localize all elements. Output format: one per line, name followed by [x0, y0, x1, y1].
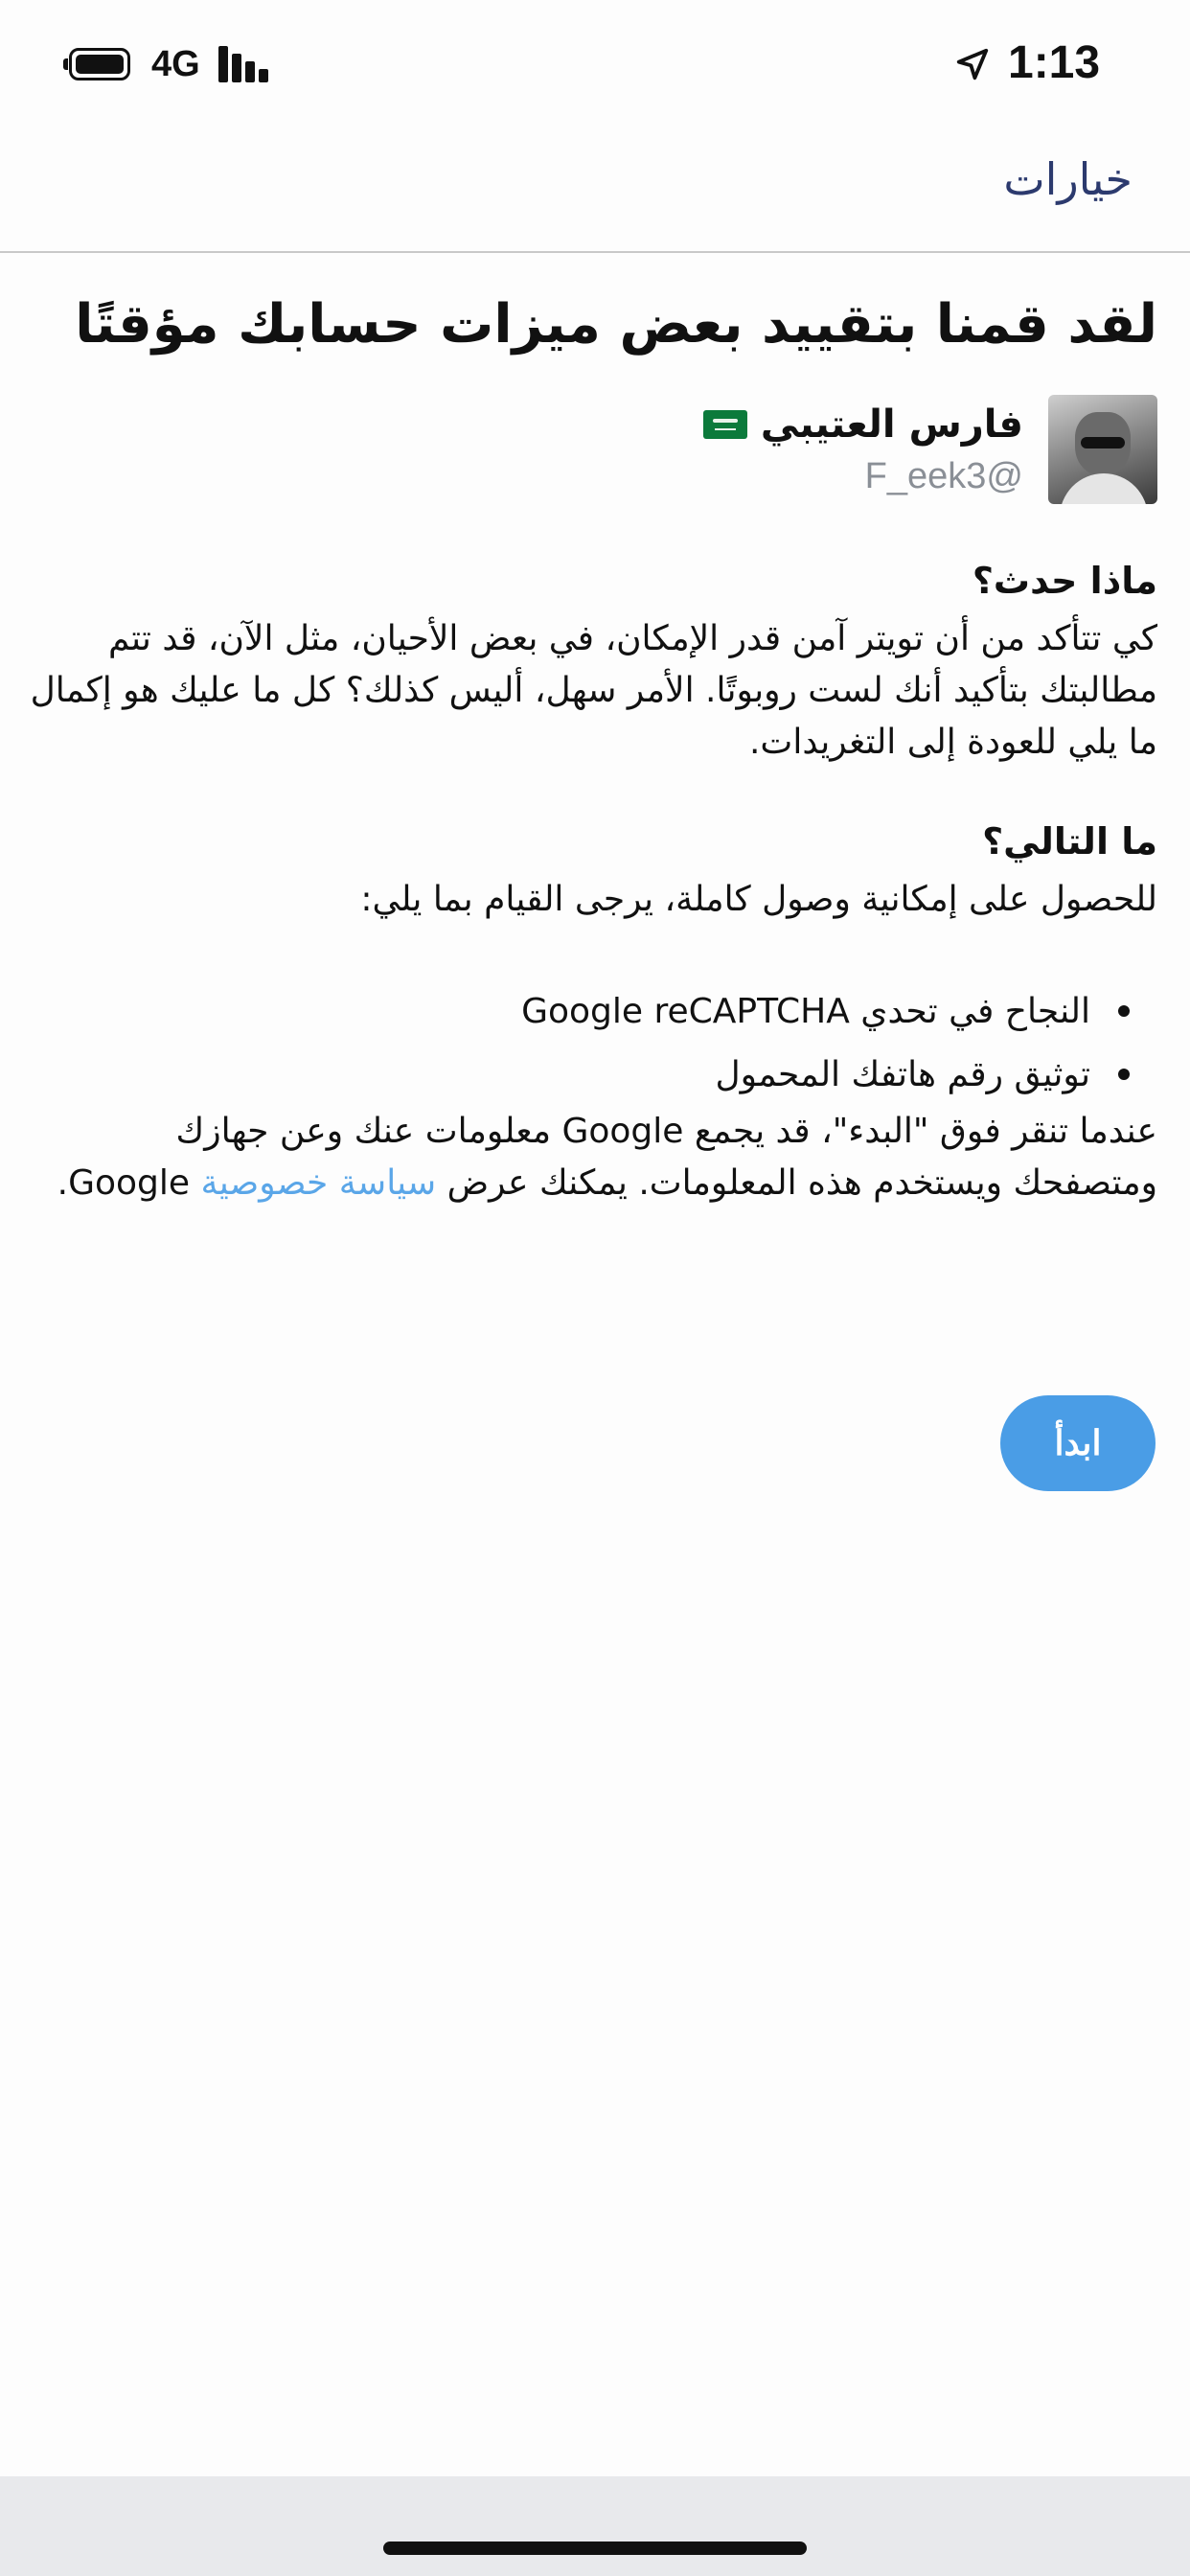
start-button[interactable]: ابدأ: [1000, 1395, 1156, 1491]
page-title: لقد قمنا بتقييد بعض ميزات حسابك مؤقتًا: [75, 293, 1157, 356]
options-button[interactable]: خيارات: [1003, 153, 1133, 205]
clock: 1:13: [1008, 37, 1101, 88]
signal-strength-icon: [218, 46, 272, 82]
battery-icon: [63, 48, 134, 80]
what-happened-text: كي تتأكد من أن تويتر آمن قدر الإمكان، في بعض الأحيان، مثل الآن، قد تتم مطالبتك بتأكيد أنك لست روبوتًا. الأمر سهل، أليس كذلك؟ كل ما عليك هو إكمال ما يلي للعودة إلى التغريدات.: [30, 619, 1157, 763]
profile-handle: F_eek3@: [864, 456, 1023, 497]
status-bar: [0, 0, 1190, 125]
requirements-list: [27, 979, 1157, 1106]
privacy-text-after: Google.: [57, 1163, 201, 1204]
whats-next-heading: ما التالي؟: [982, 820, 1157, 863]
avatar[interactable]: [1048, 395, 1157, 504]
profile-name-row: [703, 402, 1023, 447]
saudi-flag-icon: [703, 410, 747, 439]
list-item: • توثيق رقم هاتفك المحمول: [27, 1043, 1100, 1106]
privacy-policy-link[interactable]: سياسة خصوصية: [200, 1163, 437, 1204]
privacy-notice: [27, 1106, 1157, 1209]
profile-card: [27, 395, 1157, 508]
list-item: • النجاح في تحدي Google reCAPTCHA: [27, 979, 1100, 1043]
main-content: [27, 288, 1157, 1209]
what-happened-heading: ماذا حدث؟: [972, 560, 1157, 603]
home-indicator[interactable]: [383, 2542, 807, 2555]
network-type: 4G: [151, 44, 200, 84]
location-arrow-icon: [954, 46, 991, 82]
nav-bar: [0, 125, 1190, 253]
bottom-bar: [0, 2476, 1190, 2576]
privacy-text-before: عندما تنقر فوق "البدء"، قد يجمع Google معلومات عنك وعن جهازك ومتصفحك ويستخدم هذه المعلومات. يمكنك عرض: [175, 1112, 1157, 1204]
whats-next-text: للحصول على إمكانية وصول كاملة، يرجى القيام بما يلي:: [360, 880, 1157, 920]
profile-name: فارس العتيبي: [760, 402, 1023, 448]
